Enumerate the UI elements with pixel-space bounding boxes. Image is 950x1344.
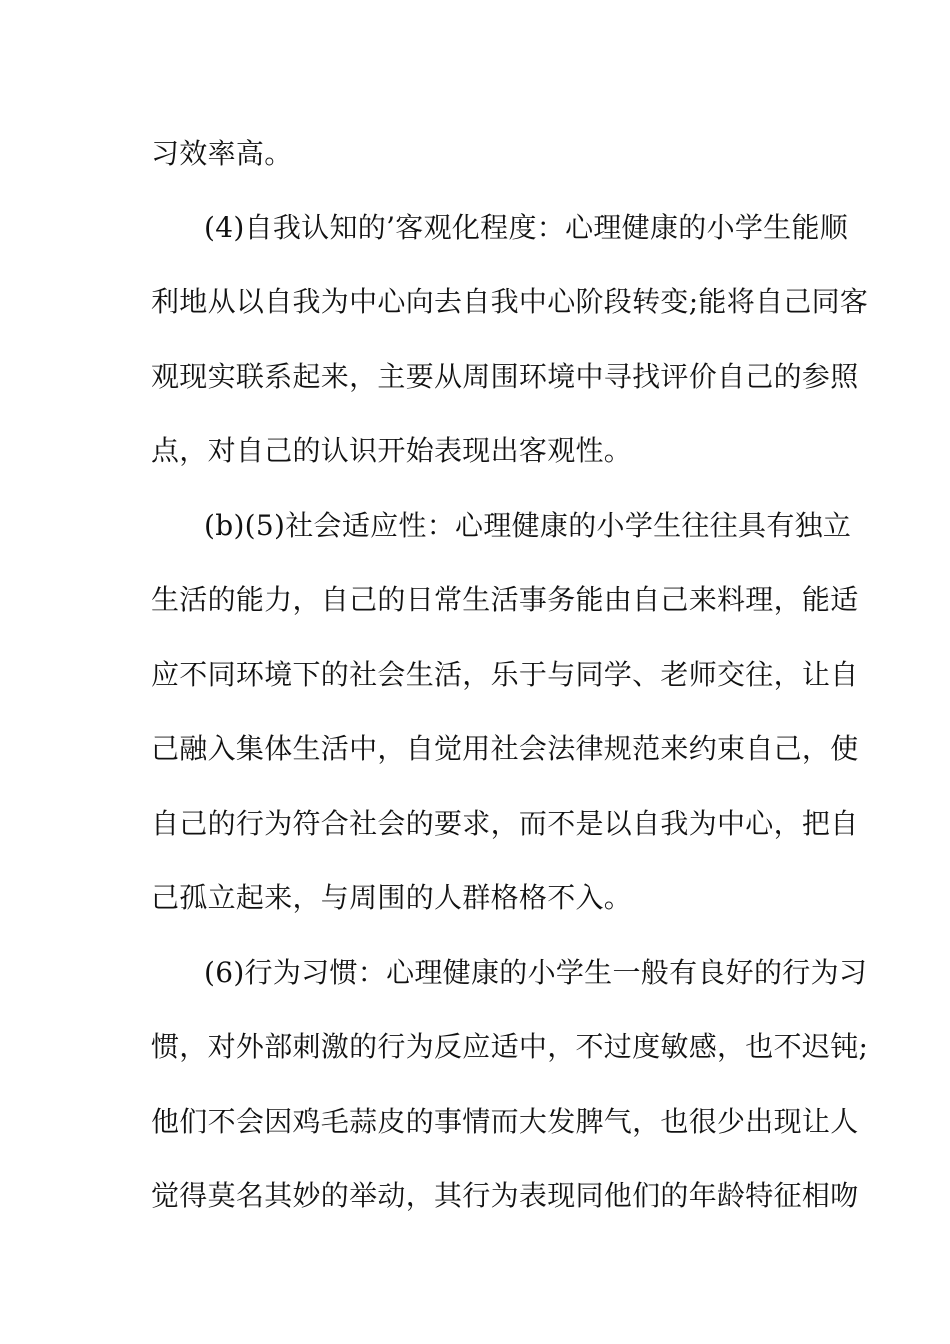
text-line: 利地从以自我为中心向去自我中心阶段转变;能将自己同客 bbox=[151, 285, 869, 318]
text-line: 应不同环境下的社会生活，乐于与同学、老师交往，让自 bbox=[151, 658, 859, 691]
text-line: 己孤立起来，与周围的人群格格不入。 bbox=[151, 881, 633, 914]
text-line: 惯，对外部刺激的行为反应适中，不过度敏感，也不迟钝; bbox=[151, 1030, 869, 1063]
text-line: 点，对自己的认识开始表现出客观性。 bbox=[151, 434, 633, 467]
text-line: 觉得莫名其妙的举动，其行为表现同他们的年龄特征相吻 bbox=[151, 1179, 859, 1212]
text-line: 生活的能力，自己的日常生活事务能由自己来料理，能适 bbox=[151, 583, 859, 616]
text-line: 习效率高。 bbox=[151, 137, 293, 170]
paragraph-heading-line: (6)行为习惯：心理健康的小学生一般有良好的行为习 bbox=[204, 956, 868, 989]
paragraph-heading-line: (b)(5)社会适应性：心理健康的小学生往往具有独立 bbox=[204, 509, 852, 542]
text-line: 观现实联系起来，主要从周围环境中寻找评价自己的参照 bbox=[151, 360, 859, 393]
text-line: 自己的行为符合社会的要求，而不是以自我为中心，把自 bbox=[151, 807, 859, 840]
text-line: 他们不会因鸡毛蒜皮的事情而大发脾气，也很少出现让人 bbox=[151, 1105, 859, 1138]
paragraph-heading-line: (4)自我认知的’客观化程度：心理健康的小学生能顺 bbox=[204, 211, 849, 244]
text-line: 己融入集体生活中，自觉用社会法律规范来约束自己，使 bbox=[151, 732, 859, 765]
